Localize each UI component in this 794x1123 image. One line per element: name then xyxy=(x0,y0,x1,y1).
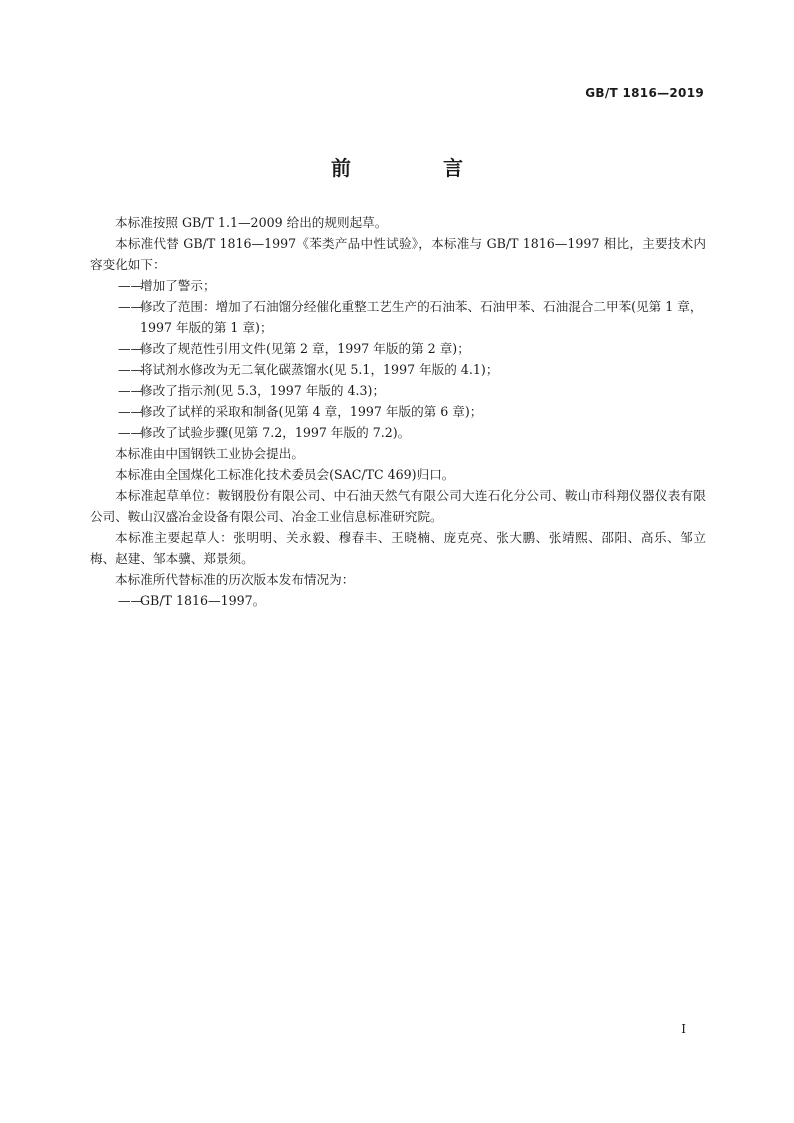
list-item xyxy=(118,338,706,359)
list-item xyxy=(118,380,706,401)
paragraph-drafting-rules: 本标准按照 GB/T 1.1—2009 给出的规则起草。 xyxy=(115,215,388,230)
paragraph-drafting-units: 本标准起草单位：鞍钢股份有限公司、中石油天然气有限公司大连石化分公司、鞍山市科翔仪器仪表有限公司、鞍山汉盛冶金设备有限公司、冶金工业信息标准研究院。 xyxy=(90,488,706,524)
dash-mark: —— xyxy=(118,341,144,356)
list-item xyxy=(118,275,706,296)
page-number: I xyxy=(681,1022,686,1036)
history-item xyxy=(118,590,706,611)
dash-mark: —— xyxy=(118,425,144,440)
list-item xyxy=(118,422,706,443)
list-item-text: 修改了范围：增加了石油馏分经催化重整工艺生产的石油苯、石油甲苯、石油混合二甲苯(见第 1 章，1997 年版的第 1 章)； xyxy=(140,299,703,335)
list-item xyxy=(118,359,706,380)
dash-mark: —— xyxy=(118,299,144,314)
list-item-text: 修改了指示剂(见 5.3，1997 年版的 4.3)； xyxy=(140,383,386,398)
foreword-body xyxy=(90,212,706,611)
paragraph-history: 本标准所代替标准的历次版本发布情况为： xyxy=(115,572,355,587)
dash-mark: —— xyxy=(118,404,144,419)
paragraph-drafters: 本标准主要起草人：张明明、关永毅、穆春丰、王晓楠、庞克亮、张大鹏、张靖熙、邵阳、高乐、邹立梅、赵建、邹本骥、郑景须。 xyxy=(90,530,706,566)
list-item-text: 修改了规范性引用文件(见第 2 章，1997 年版的第 2 章)； xyxy=(140,341,470,356)
list-item-text: 将试剂水修改为无二氧化碳蒸馏水(见 5.1，1997 年版的 4.1)； xyxy=(140,362,499,377)
dash-mark: —— xyxy=(118,362,144,377)
list-item xyxy=(118,401,706,422)
paragraph-replacement: 本标准代替 GB/T 1816—1997《苯类产品中性试验》，本标准与 GB/T 1816—1997 相比，主要技术内容变化如下： xyxy=(90,236,706,272)
standard-code: GB/T 1816—2019 xyxy=(585,86,704,100)
dash-mark: —— xyxy=(118,278,144,293)
list-item-text: 增加了警示； xyxy=(140,278,216,293)
page-title: 前 言 xyxy=(331,156,499,180)
list-item-text: 修改了试样的采取和制备(见第 4 章，1997 年版的第 6 章)； xyxy=(140,404,483,419)
history-item-text: GB/T 1816—1997。 xyxy=(140,593,266,608)
paragraph-committee: 本标准由全国煤化工标准化技术委员会(SAC/TC 469)归口。 xyxy=(115,467,455,482)
dash-mark: —— xyxy=(118,593,144,608)
list-item xyxy=(118,296,706,338)
dash-mark: —— xyxy=(118,383,144,398)
paragraph-proposer: 本标准由中国钢铁工业协会提出。 xyxy=(115,446,304,461)
list-item-text: 修改了试验步骤(见第 7.2，1997 年版的 7.2)。 xyxy=(140,425,411,440)
